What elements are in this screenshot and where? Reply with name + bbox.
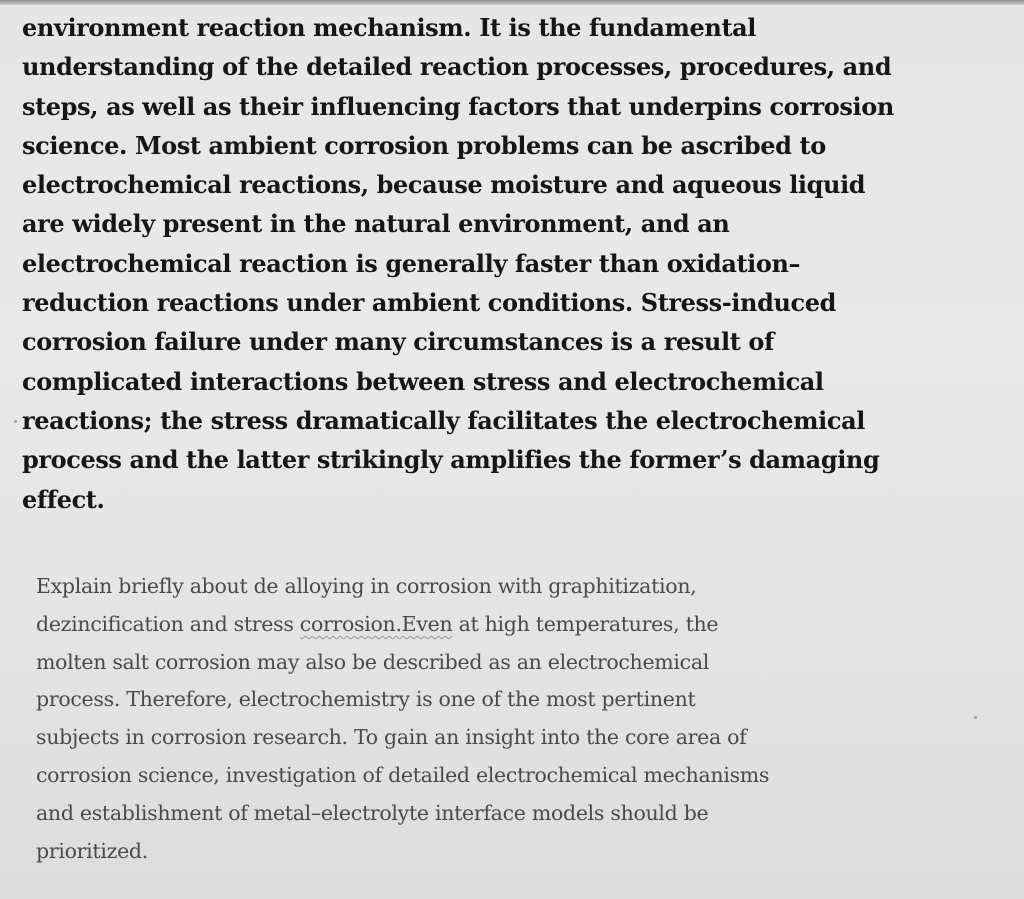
main-line: corrosion failure under many circumstances is a result of [22,327,774,357]
question-line: and establishment of metal–electrolyte interface models should be [36,800,709,825]
main-line: understanding of the detailed reaction processes, procedures, and [22,52,892,82]
main-line: complicated interactions between stress and electrochemical [22,366,824,396]
screen-speck [14,420,17,423]
question-line: molten salt corrosion may also be described as an electrochemical [36,649,710,674]
main-line: electrochemical reactions, because moisture and aqueous liquid [22,170,866,200]
question-line: subjects in corrosion research. To gain an insight into the core area of [36,725,747,750]
question-paragraph [36,568,1006,870]
question-line: process. Therefore, electrochemistry is one of the most pertinent [36,687,696,712]
main-line: reduction reactions under ambient conditions. Stress-induced [22,288,836,318]
main-line: are widely present in the natural environment, and an [22,209,730,239]
question-text: dezincification and stress [36,611,300,636]
main-line: steps, as well as their influencing factors that underpins corrosion [22,91,894,121]
main-line: environment reaction mechanism. It is the fundamental [22,13,757,42]
screen-speck [974,716,977,719]
question-line: Explain briefly about de alloying in corrosion with graphitization, [36,574,697,598]
main-line: science. Most ambient corrosion problems can be ascribed to [22,130,826,160]
question-line: corrosion science, investigation of detailed electrochemical mechanisms [36,762,770,787]
main-line: process and the latter strikingly amplifies the former’s damaging [22,445,880,475]
question-text: at high temperatures, the [452,611,719,636]
main-line: reactions; the stress dramatically facilitates the electrochemical [22,405,865,435]
question-line: prioritized. [36,838,148,863]
main-line: electrochemical reaction is generally faster than oxidation– [22,248,801,278]
main-paragraph [22,8,1012,519]
spellcheck-flagged-word: corrosion.Even [299,611,453,636]
main-line: effect. [22,484,105,514]
question-line [36,606,1006,644]
